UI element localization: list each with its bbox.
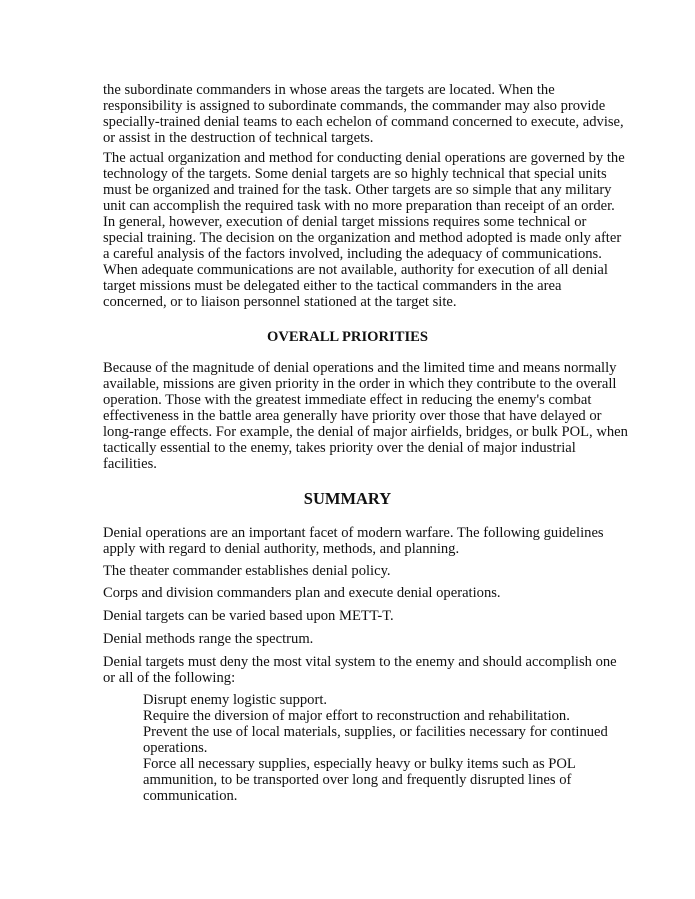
- text-line: a careful analysis of the factors involved, including the adequacy of communications.: [103, 246, 602, 262]
- text-line: or assist in the destruction of technical targets.: [103, 130, 374, 146]
- text-line: the subordinate commanders in whose areas the targets are located. When the: [103, 82, 555, 98]
- text-line: concerned, or to liaison personnel stationed at the target site.: [103, 294, 457, 310]
- paragraph: [103, 563, 391, 579]
- paragraph: [103, 608, 394, 624]
- text-line: In general, however, execution of denial target missions requires some technical or: [103, 214, 587, 230]
- indented-list: [143, 692, 608, 804]
- text-line: unit can accomplish the required task with no more preparation than receipt of an order.: [103, 198, 615, 214]
- paragraph: [103, 150, 625, 310]
- text-line: ammunition, to be transported over long and frequently disrupted lines of: [143, 772, 572, 788]
- paragraph: [103, 631, 313, 647]
- paragraph: [103, 654, 617, 686]
- text-line: must be organized and trained for the task. Other targets are so simple that any military: [103, 182, 612, 198]
- text-line: target missions must be delegated either to the tactical commanders in the area: [103, 278, 562, 294]
- text-line: Denial targets must deny the most vital system to the enemy and should accomplish one: [103, 654, 617, 670]
- section-heading-overall-priorities: OVERALL PRIORITIES: [267, 329, 428, 345]
- paragraph: [103, 82, 624, 146]
- text-line: long-range effects. For example, the denial of major airfields, bridges, or bulk POL, when: [103, 424, 628, 440]
- text-line: When adequate communications are not available, authority for execution of all denial: [103, 262, 608, 278]
- text-line: special training. The decision on the organization and method adopted is made only after: [103, 230, 622, 246]
- text-line: operation. Those with the greatest immediate effect in reducing the enemy's combat: [103, 392, 592, 408]
- text-line: facilities.: [103, 456, 157, 472]
- text-line: Denial operations are an important facet of modern warfare. The following guidelines: [103, 525, 604, 541]
- text-line: specially-trained denial teams to each echelon of command concerned to execute, advise,: [103, 114, 624, 130]
- text-line: technology of the targets. Some denial targets are so highly technical that special units: [103, 166, 607, 182]
- text-line: or all of the following:: [103, 670, 236, 686]
- text-line: Prevent the use of local materials, supplies, or facilities necessary for continued: [143, 724, 608, 740]
- paragraph: [103, 525, 604, 557]
- text-line: effectiveness in the battle area generally have priority over those that have delayed or: [103, 408, 602, 424]
- text-line: Denial methods range the spectrum.: [103, 631, 314, 647]
- text-line: operations.: [143, 740, 208, 756]
- text-line: Denial targets can be varied based upon METT-T.: [103, 608, 394, 624]
- text-line: Because of the magnitude of denial operations and the limited time and means normally: [103, 360, 617, 376]
- paragraph: [103, 360, 628, 472]
- text-line: tactically essential to the enemy, takes priority over the denial of major industrial: [103, 440, 576, 456]
- text-line: Require the diversion of major effort to reconstruction and rehabilitation.: [143, 708, 570, 724]
- text-line: The theater commander establishes denial policy.: [103, 563, 391, 579]
- text-line: communication.: [143, 788, 238, 804]
- section-heading-summary: SUMMARY: [303, 489, 392, 508]
- text-line: Force all necessary supplies, especially heavy or bulky items such as POL: [143, 756, 576, 772]
- text-line: apply with regard to denial authority, methods, and planning.: [103, 541, 460, 557]
- text-line: Corps and division commanders plan and execute denial operations.: [103, 585, 501, 601]
- text-line: Disrupt enemy logistic support.: [143, 692, 328, 708]
- text-line: available, missions are given priority in the order in which they contribute to the overall: [103, 376, 617, 392]
- paragraph: [103, 585, 501, 601]
- text-line: responsibility is assigned to subordinate commands, the commander may also provide: [103, 98, 606, 114]
- text-line: The actual organization and method for conducting denial operations are governed by the: [103, 150, 625, 166]
